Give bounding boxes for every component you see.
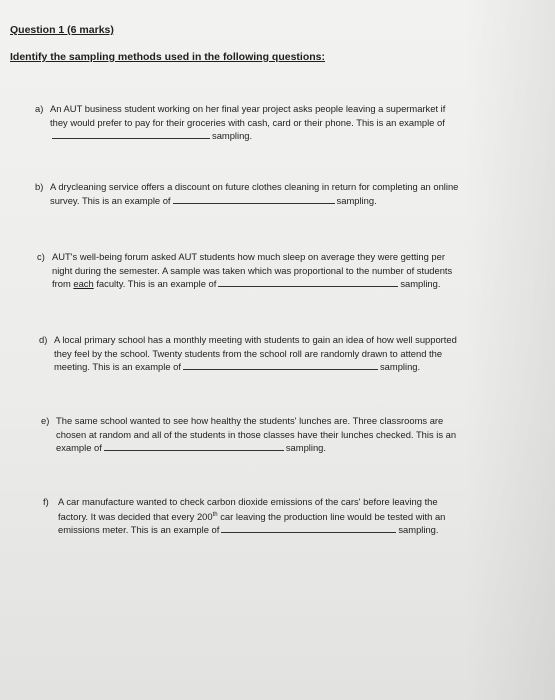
question-text: emissions meter. This is an example of bbox=[58, 524, 220, 536]
question-text: night during the semester. A sample was taken which was proportional to the number of students bbox=[52, 264, 453, 276]
answer-blank[interactable] bbox=[104, 441, 284, 451]
sampling-suffix: sampling. bbox=[336, 194, 377, 206]
sampling-suffix: sampling. bbox=[379, 361, 421, 372]
question-text: meeting. This is an example of bbox=[54, 361, 181, 372]
question-text: they would prefer to pay for their groceries with cash, card or their phone. This is an example of bbox=[50, 116, 445, 128]
question-text: AUT's well-being forum asked AUT students how much sleep on average they were getting per bbox=[52, 251, 445, 262]
question-label: c) bbox=[37, 251, 45, 262]
question-text: they feel by the school. Twenty students from the school roll are randomly drawn to attend the bbox=[54, 347, 443, 359]
emphasized-word: each bbox=[73, 278, 94, 289]
question-label: b) bbox=[35, 181, 44, 192]
instructions: Identify the sampling methods used in the following questions: bbox=[10, 51, 326, 63]
question-title: Question 1 (6 marks) bbox=[10, 24, 114, 36]
answer-blank[interactable] bbox=[183, 360, 378, 370]
question-e bbox=[41, 414, 526, 455]
question-text: example of bbox=[56, 442, 102, 453]
question-text: factory. It was decided that every 200 bbox=[58, 510, 213, 522]
sampling-suffix: sampling. bbox=[400, 278, 441, 289]
sampling-suffix: sampling. bbox=[212, 130, 253, 141]
answer-blank[interactable] bbox=[173, 194, 335, 204]
question-text: A local primary school has a monthly meeting with students to gain an idea of how well supported bbox=[54, 334, 457, 345]
question-c bbox=[37, 250, 522, 291]
answer-blank[interactable] bbox=[52, 129, 210, 139]
sampling-suffix: sampling. bbox=[398, 524, 439, 536]
question-text: faculty. This is an example of bbox=[96, 278, 217, 289]
answer-blank[interactable] bbox=[218, 277, 398, 287]
sampling-suffix: sampling. bbox=[285, 442, 326, 453]
question-label: d) bbox=[39, 334, 48, 345]
answer-blank[interactable] bbox=[221, 523, 396, 533]
question-text: chosen at random and all of the students in those classes have their lunches checked. This is an bbox=[56, 428, 457, 440]
question-text: The same school wanted to see how healthy the students' lunches are. Three classrooms are bbox=[56, 415, 444, 426]
ordinal-suffix: th bbox=[212, 511, 218, 518]
question-label: e) bbox=[41, 415, 50, 426]
question-text: car leaving the production line would be tested with an bbox=[220, 510, 446, 522]
question-label: a) bbox=[35, 103, 44, 114]
question-text: A car manufacture wanted to check carbon dioxide emissions of the cars' before leaving the bbox=[58, 496, 438, 507]
question-f bbox=[43, 495, 528, 537]
question-label: f) bbox=[43, 496, 49, 507]
question-text: An AUT business student working on her final year project asks people leaving a supermarket if bbox=[50, 103, 446, 114]
question-d bbox=[39, 333, 524, 374]
question-text: A drycleaning service offers a discount on future clothes cleaning in return for completing an online bbox=[50, 181, 459, 192]
question-text: survey. This is an example of bbox=[50, 194, 171, 206]
question-a bbox=[35, 102, 520, 143]
question-b bbox=[35, 180, 520, 207]
question-text: from bbox=[52, 278, 71, 289]
